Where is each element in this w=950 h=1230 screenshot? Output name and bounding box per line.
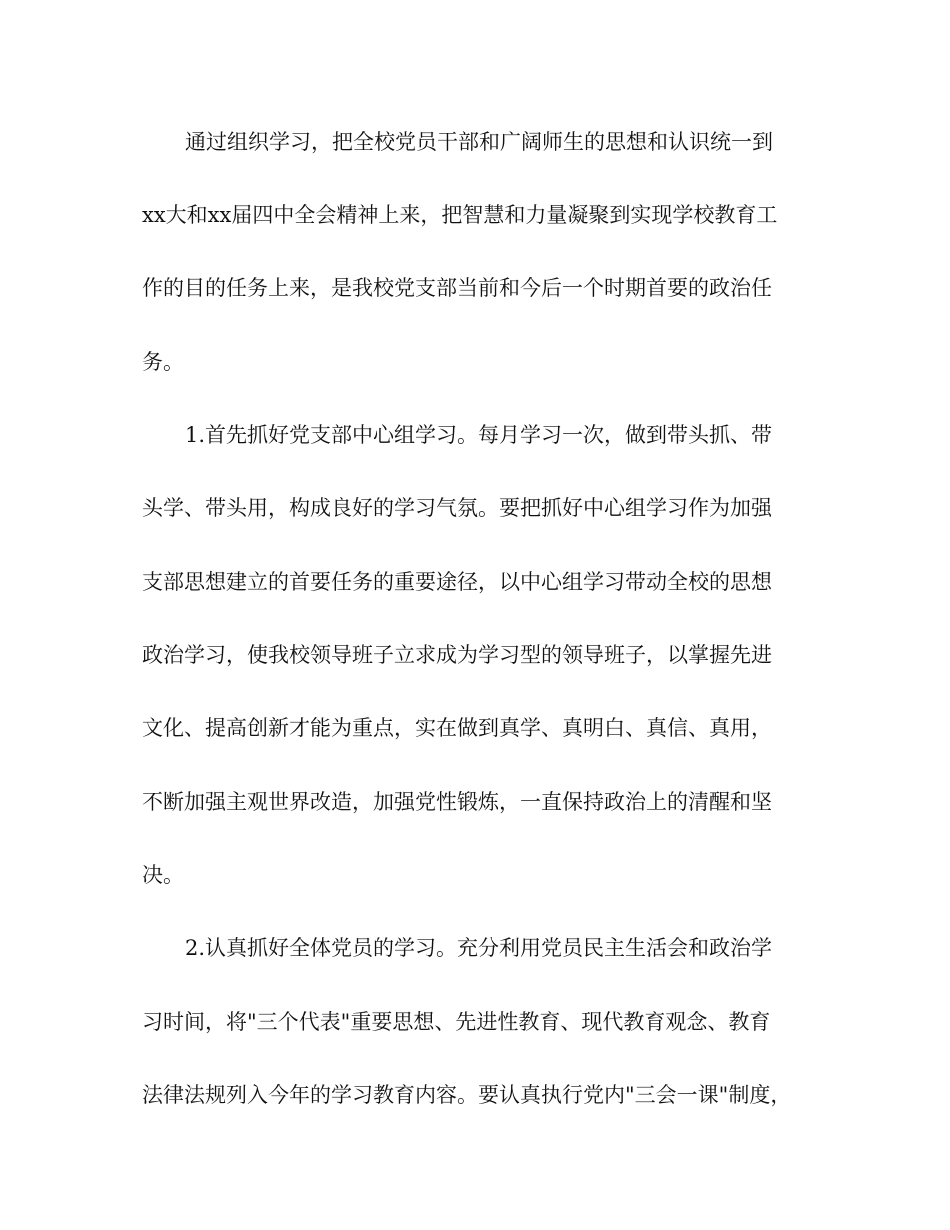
paragraph-2-line-4: 政治学习，使我校领导班子立求成为学习型的领导班子，以掌握先进 [142, 643, 772, 667]
paragraph-3-line-3: 法律法规列入今年的学习教育内容。要认真执行党内"三会一课"制度， [142, 1083, 792, 1107]
paragraph-2-line-2: 头学、带头用，构成良好的学习气氛。要把抓好中心组学习作为加强 [142, 496, 772, 520]
paragraph-2-line-1: 1.首先抓好党支部中心组学习。每月学习一次，做到带头抓、带 [185, 423, 773, 447]
paragraph-1-line-4: 务。 [142, 350, 184, 374]
paragraph-3-line-2: 习时间，将"三个代表"重要思想、先进性教育、现代教育观念、教育 [142, 1010, 771, 1034]
paragraph-2-line-5: 文化、提高创新才能为重点，实在做到真学、真明白、真信、真用， [142, 716, 772, 740]
paragraph-1-line-2: xx大和xx届四中全会精神上来，把智慧和力量凝聚到实现学校教育工 [142, 203, 778, 227]
paragraph-2-line-7: 决。 [142, 863, 184, 887]
paragraph-3-line-1: 2.认真抓好全体党员的学习。充分利用党员民主生活会和政治学 [185, 936, 773, 960]
paragraph-2-line-6: 不断加强主观世界改造，加强党性锻炼，一直保持政治上的清醒和坚 [142, 790, 772, 814]
paragraph-1-line-3: 作的目的任务上来，是我校党支部当前和今后一个时期首要的政治任 [142, 276, 772, 300]
paragraph-1-line-1: 通过组织学习，把全校党员干部和广阔师生的思想和认识统一到 [185, 130, 773, 154]
paragraph-2-line-3: 支部思想建立的首要任务的重要途径，以中心组学习带动全校的思想 [142, 570, 772, 594]
